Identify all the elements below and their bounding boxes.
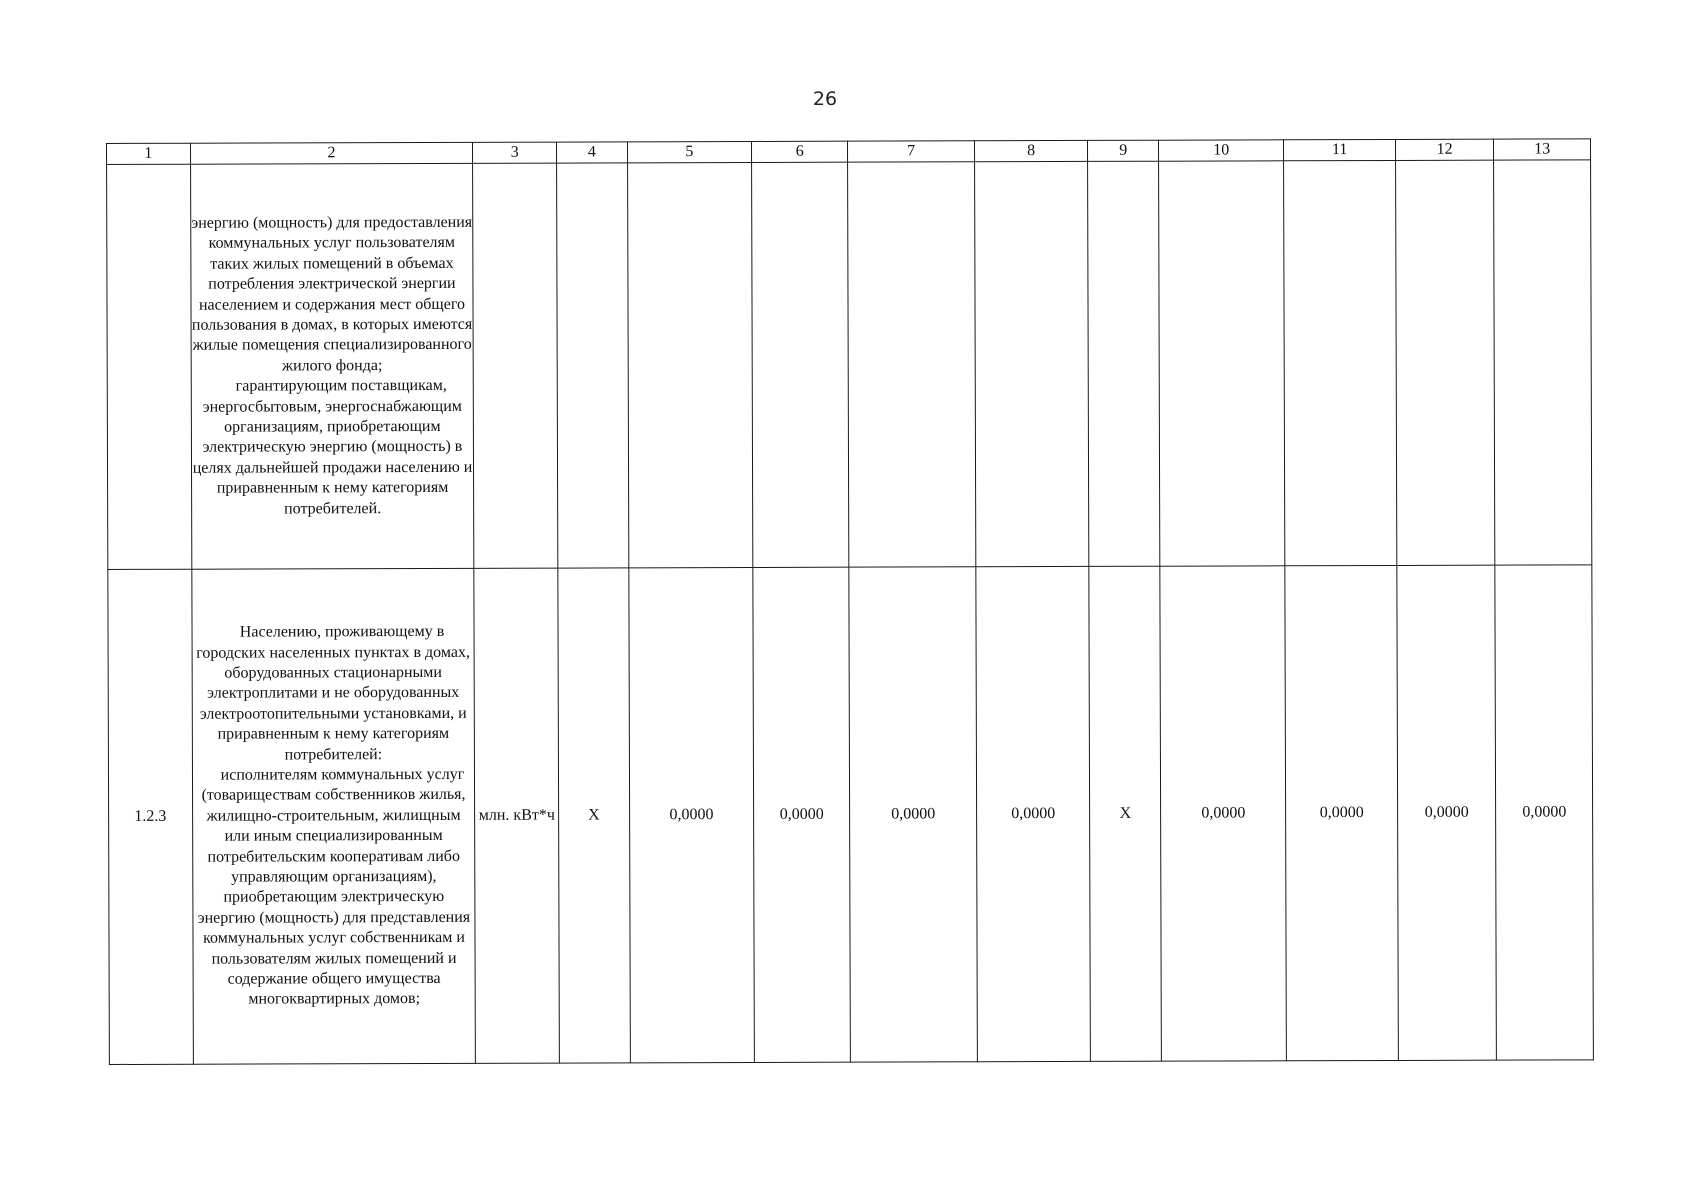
value-cell: Х bbox=[558, 568, 630, 1063]
unit-cell: млн. кВт*ч bbox=[474, 568, 559, 1063]
value-cell: 0,0000 bbox=[1285, 565, 1398, 1060]
column-header: 4 bbox=[556, 142, 627, 163]
row-code bbox=[107, 164, 192, 569]
column-header: 9 bbox=[1088, 140, 1159, 161]
value-cell bbox=[1284, 160, 1397, 565]
description-paragraph: гарантирующим поставщикам, энергосбытовым, энергоснабжающим организациям, приобретающим электрическую энергию (мощность) в целях дальнейшей продажи населению и приравненным к нему категориям потребителей. bbox=[192, 377, 473, 518]
value-cell: 0,0000 bbox=[976, 566, 1091, 1061]
column-header: 1 bbox=[107, 143, 191, 164]
value-cell bbox=[1088, 161, 1160, 566]
column-header: 6 bbox=[751, 141, 847, 162]
column-header: 10 bbox=[1159, 140, 1284, 161]
value-cell bbox=[848, 162, 976, 567]
column-header: 2 bbox=[190, 142, 473, 164]
row-code: 1.2.3 bbox=[108, 569, 193, 1064]
row-description bbox=[190, 163, 474, 569]
data-table bbox=[106, 138, 1594, 1065]
column-header: 13 bbox=[1494, 139, 1591, 160]
value-cell: 0,0000 bbox=[629, 567, 755, 1062]
value-cell: Х bbox=[1089, 566, 1161, 1061]
unit-cell bbox=[473, 163, 558, 568]
value-cell bbox=[752, 162, 850, 567]
column-header: 3 bbox=[473, 142, 557, 163]
value-cell bbox=[1494, 160, 1592, 565]
value-cell: 0,0000 bbox=[1495, 565, 1593, 1060]
value-cell bbox=[557, 163, 629, 568]
value-cell: 0,0000 bbox=[753, 567, 851, 1062]
row-description bbox=[191, 568, 475, 1064]
description-paragraph: Населению, проживающему в городских населенных пунктах в домах, оборудованных стационарными электроплитами и не оборудованных электроотопительными установками, и приравненным к нему категориям потребителей: bbox=[196, 623, 471, 764]
value-cell: 0,0000 bbox=[1397, 565, 1497, 1060]
value-cell bbox=[974, 161, 1089, 566]
table-row bbox=[108, 565, 1594, 1065]
value-cell: 0,0000 bbox=[849, 567, 977, 1062]
value-cell bbox=[1395, 160, 1495, 565]
page-number: 26 bbox=[812, 88, 838, 110]
column-header: 5 bbox=[627, 141, 751, 162]
value-cell bbox=[627, 162, 753, 567]
column-header: 11 bbox=[1284, 139, 1395, 160]
value-cell: 0,0000 bbox=[1160, 566, 1287, 1061]
value-cell bbox=[1159, 161, 1286, 566]
column-header: 7 bbox=[848, 141, 974, 162]
column-header: 8 bbox=[974, 140, 1088, 161]
column-header: 12 bbox=[1395, 139, 1494, 160]
description-paragraph: исполнителям коммунальных услуг (товариществам собственников жилья, жилищно-строительным, жилищным или иным специализированным потребительским кооперативам либо управляющим организациям), приобретающим электрическую энергию (мощность) для представления коммунальных услуг собственникам и пользователям жилых помещений и содержание общего имущества многоквартирных домов; bbox=[197, 765, 471, 1009]
description-paragraph: энергию (мощность) для предоставления коммунальных услуг пользователям таких жилых помещений в объемах потребления электрической энергии населением и содержания мест общего пользования в домах, в которых имеются жилые помещения специализированного жилого фонда; bbox=[191, 213, 473, 375]
table-row bbox=[107, 160, 1592, 570]
